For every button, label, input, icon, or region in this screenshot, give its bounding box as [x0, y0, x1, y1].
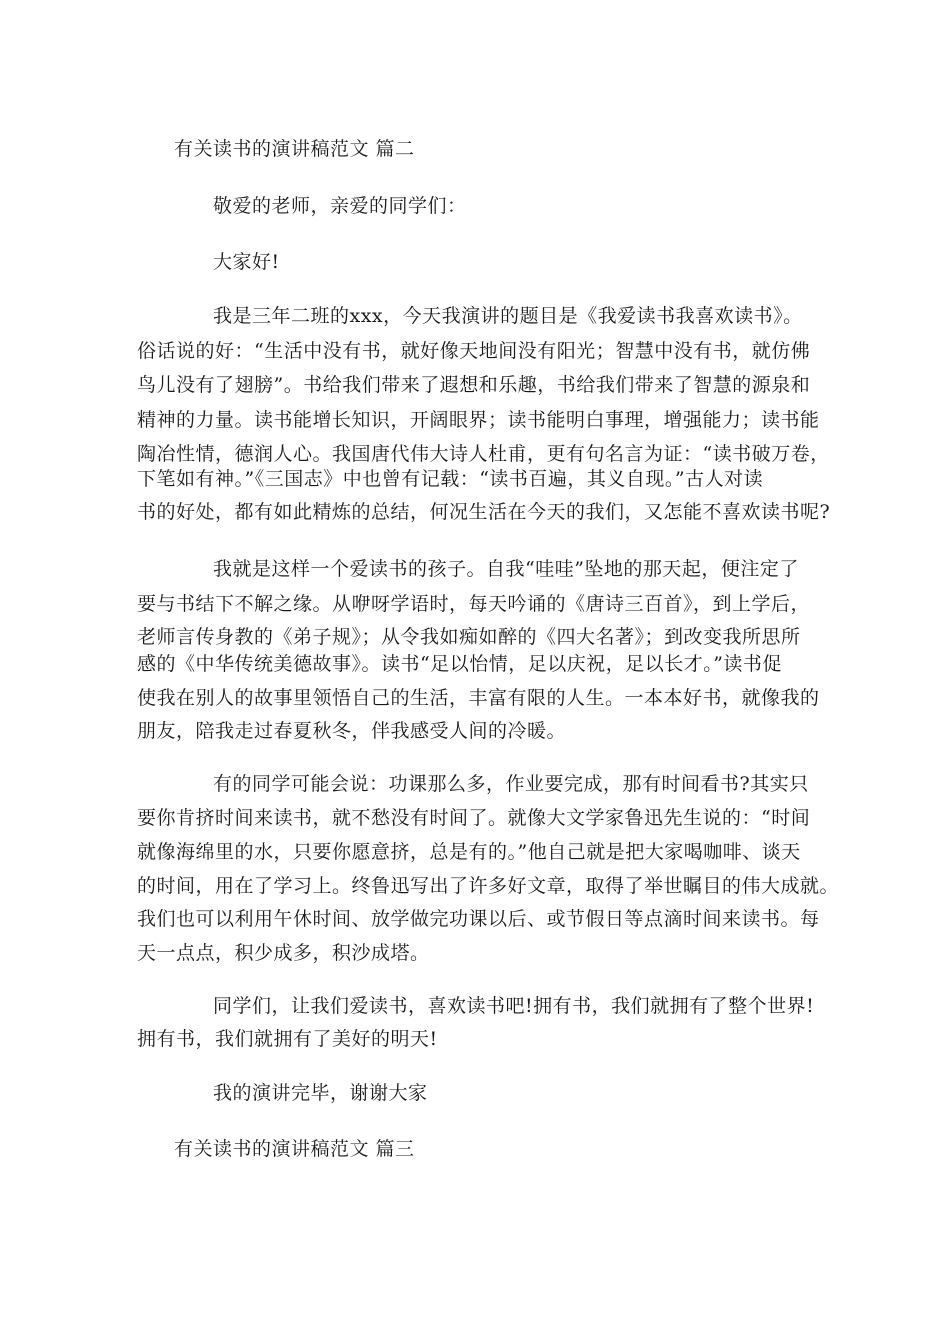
paragraph-3-line-2: 要你肯挤时间来读书，就不愁没有时间了。就像大文学家鲁迅先生说的：“时间 [137, 807, 811, 829]
paragraph-2-line-1: 我就是这样一个爱读书的孩子。自我“哇哇”坠地的那天起，便注定了 [213, 558, 799, 580]
paragraph-1-line-6: 下笔如有神。”《三国志》中也曾有记载：“读书百遍，其义自现。”古人对读 [137, 468, 764, 490]
paragraph-2-line-3: 老师言传身教的《弟子规》；从令我如痴如醉的《四大名著》；到改变我所思所 [137, 626, 801, 648]
paragraph-1-line-2: 俗话说的好：“生活中没有书，就好像天地间没有阳光；智慧中没有书，就仿佛 [137, 340, 811, 362]
salutation: 敬爱的老师，亲爱的同学们： [213, 195, 467, 217]
paragraph-4-line-1: 同学们，让我们爱读书，喜欢读书吧!拥有书，我们就拥有了整个世界! [213, 995, 815, 1017]
paragraph-1-line-1: 我是三年二班的xxx，今天我演讲的题目是《我爱读书我喜欢读书》。 [213, 305, 803, 327]
paragraph-4-line-2: 拥有书，我们就拥有了美好的明天! [137, 1028, 438, 1050]
paragraph-3-line-3: 就像海绵里的水，只要你愿意挤，总是有的。”他自己就是把大家喝咖啡、谈天 [137, 841, 801, 863]
closing: 我的演讲完毕，谢谢大家 [213, 1082, 428, 1104]
paragraph-1-line-7: 书的好处，都有如此精炼的总结，何况生活在今天的我们，又怎能不喜欢读书呢? [137, 501, 831, 523]
paragraph-3-line-6: 天一点点，积少成多，积沙成塔。 [137, 942, 430, 964]
paragraph-2-line-5: 使我在别人的故事里领悟自己的生活，丰富有限的人生。一本本好书，就像我的 [137, 687, 820, 709]
paragraph-3-line-5: 我们也可以利用午休时间、放学做完功课以后、或节假日等点滴时间来读书。每 [137, 908, 820, 930]
paragraph-1-line-4: 精神的力量。读书能增长知识，开阔眼界；读书能明白事理，增强能力；读书能 [137, 409, 820, 431]
paragraph-2-line-6: 朋友，陪我走过春夏秋冬，伴我感受人间的冷暖。 [137, 720, 567, 742]
paragraph-3-line-4: 的时间，用在了学习上。终鲁迅写出了许多好文章，取得了举世瞩目的伟大成就。 [137, 875, 840, 897]
paragraph-1-line-5: 陶冶性情，德润人心。我国唐代伟大诗人杜甫，更有句名言为证：“读书破万卷， [137, 443, 830, 465]
greeting: 大家好! [213, 251, 280, 273]
paragraph-1-line-3: 鸟儿没有了翅膀”。书给我们带来了遐想和乐趣，书给我们带来了智慧的源泉和 [137, 374, 811, 396]
paragraph-2-line-4: 感的《中华传统美德故事》。读书“足以怡情，足以庆祝，足以长才。”读书促 [137, 653, 782, 675]
section-heading-3: 有关读书的演讲稿范文 篇三 [174, 1138, 415, 1160]
section-heading-2: 有关读书的演讲稿范文 篇二 [174, 138, 415, 160]
paragraph-2-line-2: 要与书结下不解之缘。从咿呀学语时，每天吟诵的《唐诗三百首》，到上学后， [137, 593, 811, 615]
paragraph-3-line-1: 有的同学可能会说：功课那么多，作业要完成，那有时间看书?其实只 [213, 773, 809, 795]
